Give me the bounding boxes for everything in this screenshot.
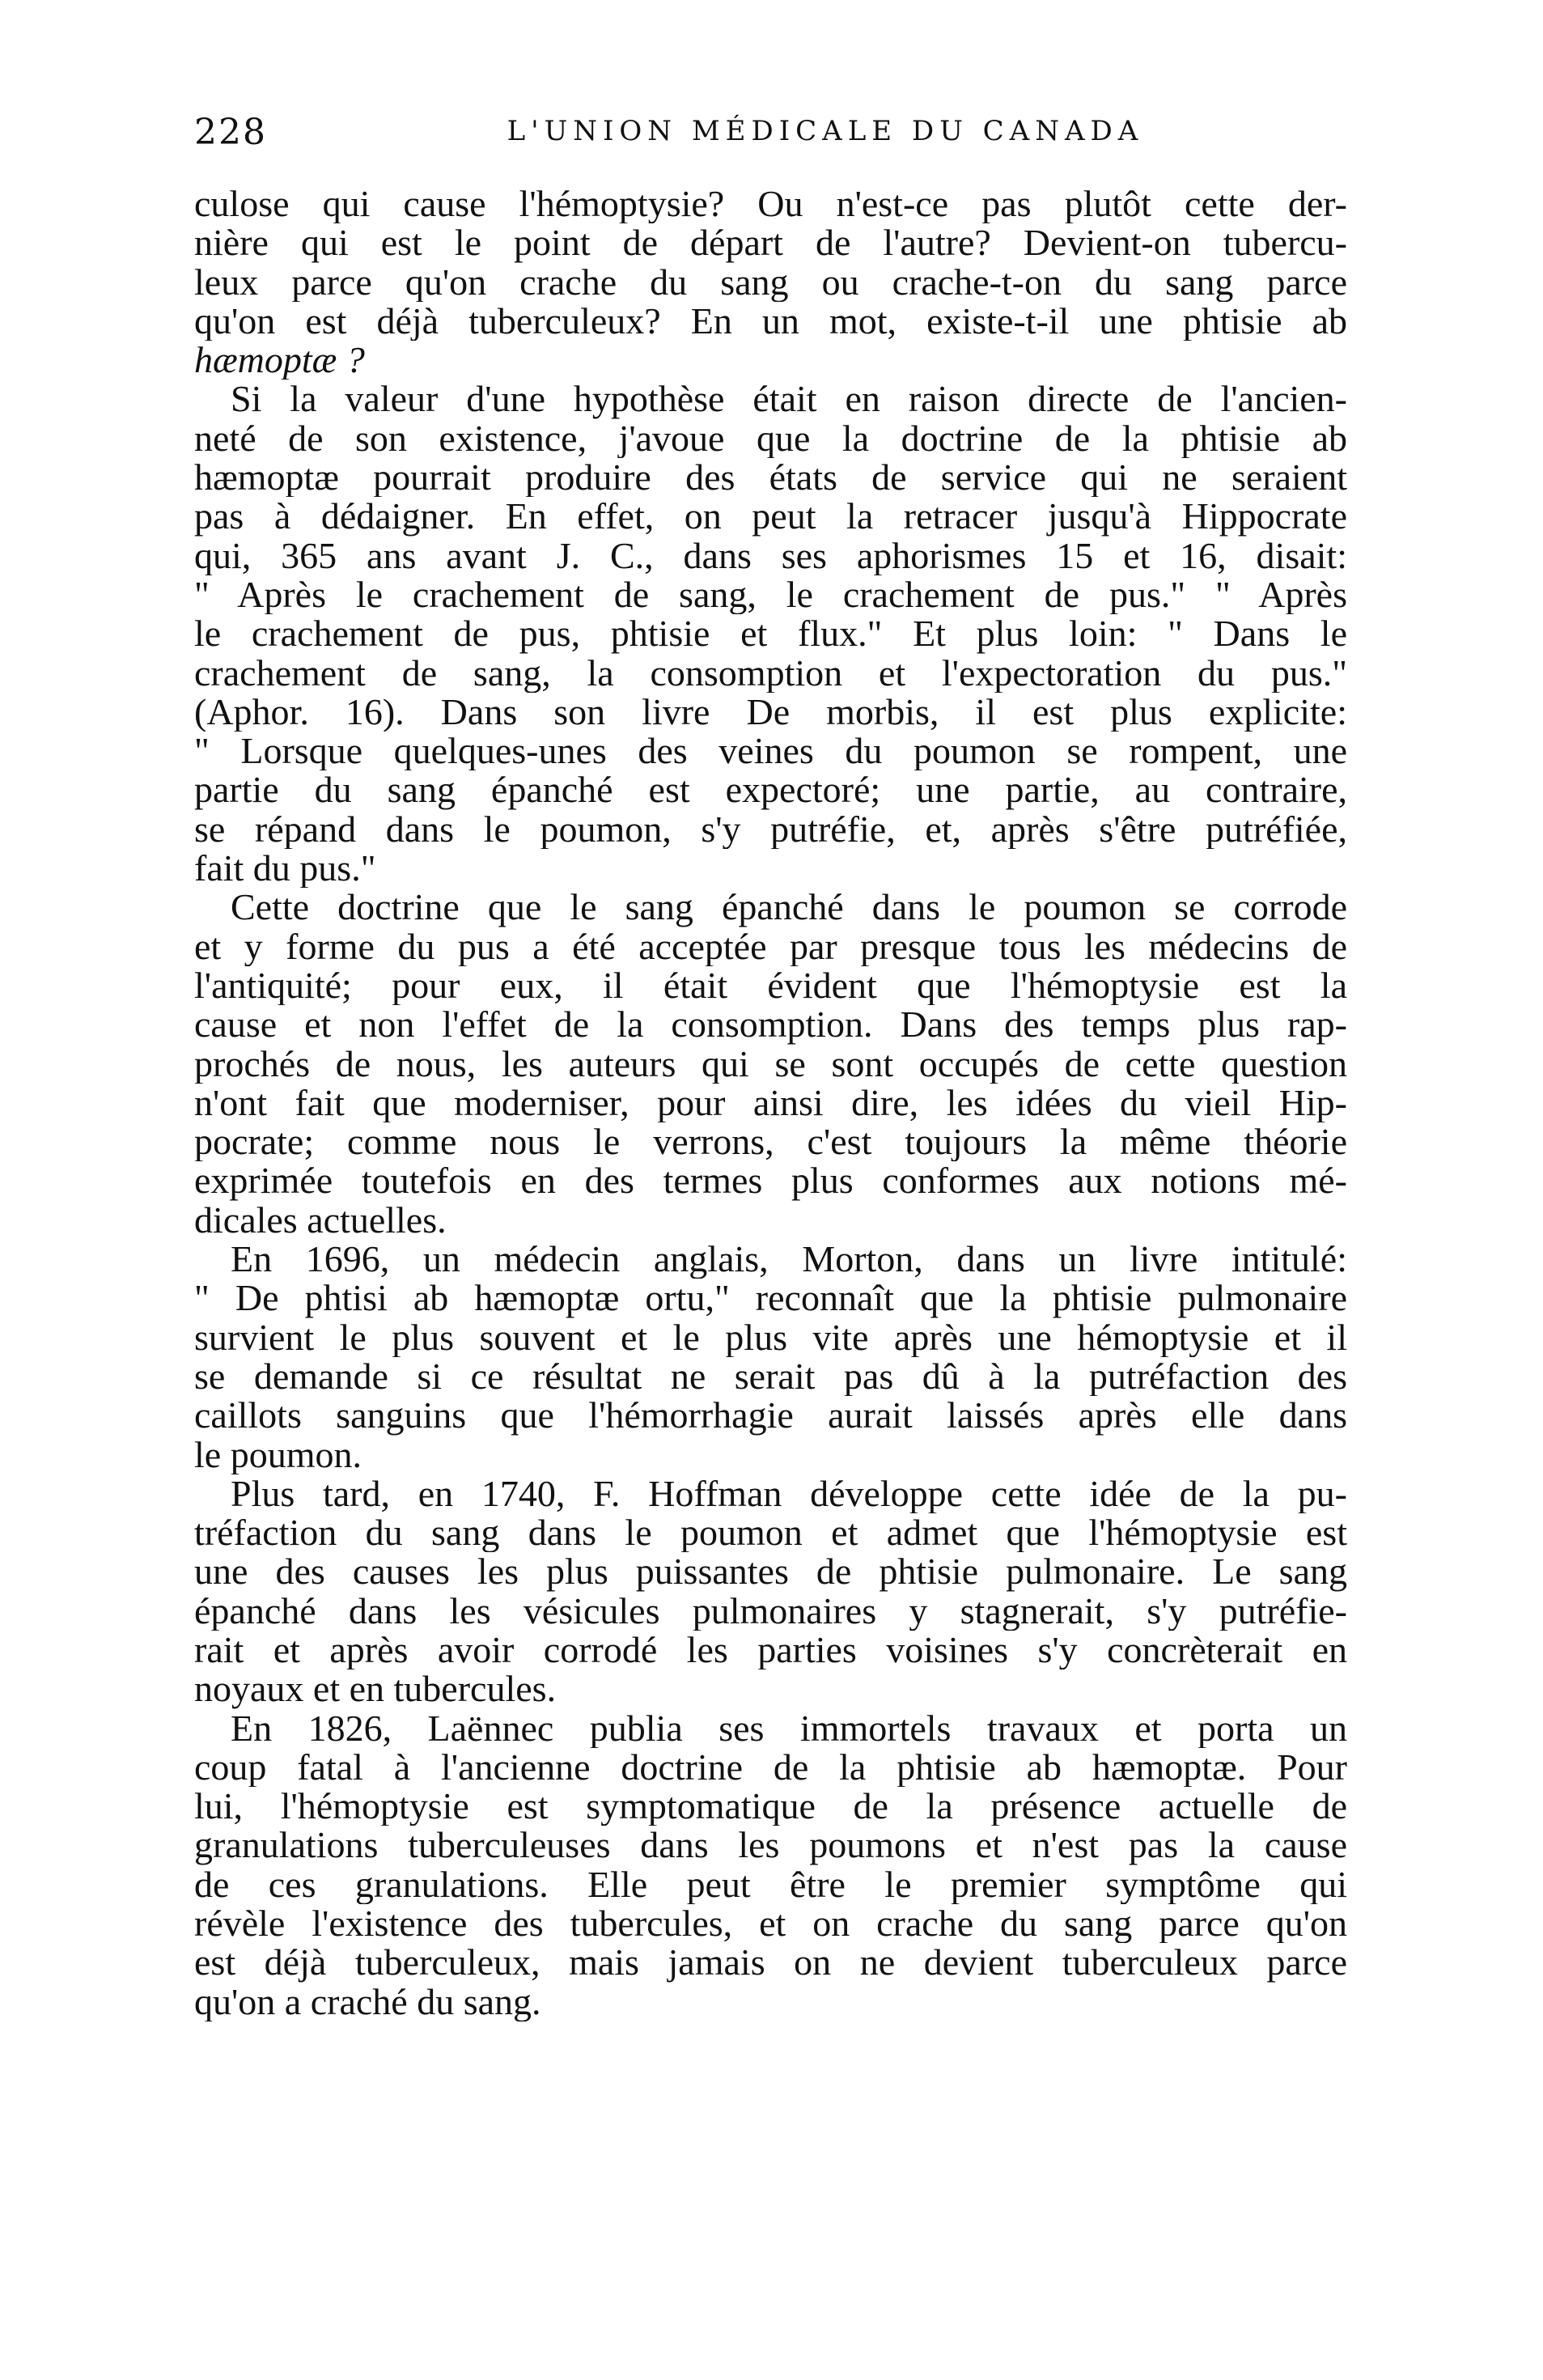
text-line: cause et non l'effet de la consomption. Dans des temps plus rap- [194,1005,1347,1045]
paragraph-start-line: En 1696, un médecin anglais, Morton, dans un livre intitulé: [231,1240,1347,1279]
text-line: neté de son existence, j'avoue que la doctrine de la phtisie ab [194,418,1347,459]
text-line: se demande si ce résultat ne serait pas dû à la putréfaction des [194,1356,1347,1397]
text-line: " Après le crachement de sang, le crachement de pus." " Après [194,575,1347,615]
text-line: qu'on est déjà tuberculeux? En un mot, existe-t-il une phtisie ab [194,301,1347,342]
paragraph-start-line: Plus tard, en 1740, F. Hoffman développe cette idée de la pu- [231,1474,1347,1514]
text-line: lui, l'hémoptysie est symptomatique de la présence actuelle de [194,1787,1347,1826]
text-line: est déjà tuberculeux, mais jamais on ne devient tuberculeux parce [194,1943,1347,1983]
text-line: le poumon. [194,1435,362,1474]
text-line: pas à dédaigner. En effet, on peut la retracer jusqu'à Hippocrate [194,497,1347,537]
paragraph-start-line: Cette doctrine que le sang épanché dans le poumon se corrode [231,888,1347,927]
page-number: 228 [194,112,267,153]
running-title: L'UNION MÉDICALE DU CANADA [507,115,1144,147]
text-line: granulations tuberculeuses dans les poumons et n'est pas la cause [194,1826,1347,1865]
text-line: culose qui cause l'hémoptysie? Ou n'est-ce pas plutôt cette der- [194,185,1347,224]
text-line: une des causes les plus puissantes de phtisie pulmonaire. Le sang [194,1552,1347,1592]
page-header [194,112,1408,160]
text-line: caillots sanguins que l'hémorrhagie aurait laissés après elle dans [194,1396,1347,1436]
text-line: coup fatal à l'ancienne doctrine de la phtisie ab hæmoptæ. Pour [194,1747,1347,1788]
paragraph-start-line: En 1826, Laënnec publia ses immortels travaux et porta un [231,1708,1347,1748]
text-line: et y forme du pus a été acceptée par presque tous les médecins de [194,927,1347,966]
text-line: (Aphor. 16). Dans son livre De morbis, il est plus explicite: [194,692,1347,732]
text-line: survient le plus souvent et le plus vite après une hémoptysie et il [194,1317,1347,1357]
body-text [194,185,1347,2022]
paragraph-start-line: Si la valeur d'une hypothèse était en raison directe de l'ancien- [231,380,1347,419]
text-line: prochés de nous, les auteurs qui se sont occupés de cette question [194,1044,1347,1084]
text-line: " De phtisi ab hæmoptæ ortu," reconnaît que la phtisie pulmonaire [194,1279,1347,1318]
text-line: révèle l'existence des tubercules, et on crache du sang parce qu'on [194,1904,1347,1944]
text-line: qu'on a craché du sang. [194,1982,541,2022]
text-line: fait du pus." [194,849,376,889]
text-line: épanché dans les vésicules pulmonaires y stagnerait, s'y putréfie- [194,1591,1347,1631]
text-line: tréfaction du sang dans le poumon et admet que l'hémoptysie est [194,1513,1347,1553]
text-line: leux parce qu'on crache du sang ou crache-t-on du sang parce [194,262,1347,302]
text-line: noyaux et en tubercules. [194,1669,557,1709]
text-line: se répand dans le poumon, s'y putréfie, et, après s'être putréfiée, [194,809,1347,850]
text-line: hæmoptæ pourrait produire des états de service qui ne seraient [194,458,1347,498]
text-line: qui, 365 ans avant J. C., dans ses aphorismes 15 et 16, disait: [194,536,1347,575]
text-line: de ces granulations. Elle peut être le premier symptôme qui [194,1865,1347,1905]
text-line: nière qui est le point de départ de l'autre? Devient-on tubercu- [194,223,1347,263]
text-line: le crachement de pus, phtisie et flux." Et plus loin: " Dans le [194,614,1347,654]
text-line: exprimée toutefois en des termes plus conformes aux notions mé- [194,1161,1347,1201]
text-line: rait et après avoir corrodé les parties voisines s'y concrèterait en [194,1630,1347,1670]
text-line: crachement de sang, la consomption et l'expectoration du pus." [194,653,1347,693]
text-line: pocrate; comme nous le verrons, c'est toujours la même théorie [194,1122,1347,1162]
text-line: l'antiquité; pour eux, il était évident que l'hémoptysie est la [194,965,1347,1006]
text-line: dicales actuelles. [194,1200,447,1241]
text-line: hæmoptæ ? [194,341,365,380]
text-line: " Lorsque quelques-unes des veines du poumon se rompent, une [194,732,1347,771]
text-line: n'ont fait que moderniser, pour ainsi dire, les idées du vieil Hip- [194,1083,1347,1123]
text-line: partie du sang épanché est expectoré; une partie, au contraire, [194,770,1347,810]
